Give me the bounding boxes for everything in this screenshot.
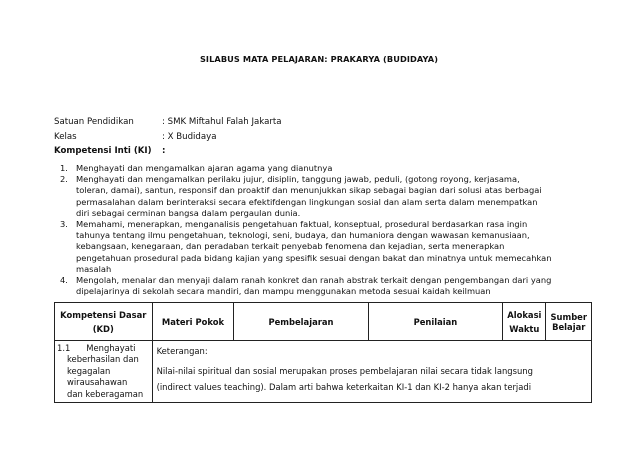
ki-item-line: permasalahan dalam berinteraksi secara efektifdengan lingkungan sosial dan alam serta dalam menempatkan xyxy=(76,196,538,207)
note-line: (indirect values teaching). Dalam arti bahwa keterkaitan KI-1 dan KI-2 hanya akan terjadi xyxy=(156,382,532,392)
ki-item-line: diri sebagai cerminan bangsa dalam pergaulan dunia. xyxy=(76,207,301,218)
ki-item-line: dipelajarinya di sekolah secara mandiri, dan mampu menggunakan metoda sesuai kaidah keilmuan xyxy=(76,286,491,297)
ki-item-number: 1. xyxy=(60,163,68,173)
satuan-value: : SMK Miftahul Falah Jakarta xyxy=(162,117,282,127)
ki-item-line: Menghayati dan mengamalkan perilaku jujur, disiplin, tanggung jawab, peduli, (gotong royong, kerjasama, xyxy=(76,174,520,185)
ki-item-line: Memahami, menerapkan, menganalisis pengetahuan faktual, konseptual, prosedural berdasarkan rasa ingin xyxy=(76,219,528,230)
document-title: SILABUS MATA PELAJARAN: PRAKARYA (BUDIDAYA) xyxy=(199,54,439,64)
header-kd-line2: (KD) xyxy=(92,323,114,334)
kelas-label: Kelas xyxy=(54,132,77,142)
ki-item-line: toleran, damai), santun, responsif dan proaktif dan menunjukkan sikap sebagai bagian dari solusi atas berbagai xyxy=(76,185,542,196)
header-alokasi-line1: Alokasi xyxy=(507,309,542,320)
ki-label: Kompetensi Inti (KI) xyxy=(54,146,152,156)
header-sumber: Sumber Belajar xyxy=(546,303,592,341)
satuan-label: Satuan Pendidikan xyxy=(54,117,134,127)
header-penilaian: Penilaian xyxy=(368,303,503,341)
ki-item xyxy=(60,219,600,275)
ki-item-number: 3. xyxy=(60,219,68,230)
note-cell xyxy=(152,341,591,403)
kd-line: wirausahawan xyxy=(67,377,128,388)
ki-item xyxy=(60,163,600,174)
ki-list xyxy=(60,163,600,297)
syllabus-table xyxy=(54,302,592,403)
header-alokasi xyxy=(503,303,546,341)
ki-item-line: Menghayati dan mengamalkan ajaran agama yang dianutnya xyxy=(76,163,333,173)
header-pembelajaran: Pembelajaran xyxy=(234,303,368,341)
header-kd-line1: Kompetensi Dasar xyxy=(60,309,147,320)
kd-lines xyxy=(57,343,148,400)
note-line: Nilai-nilai spiritual dan sosial merupakan proses pembelajaran nilai secara tidak langsung xyxy=(156,365,533,376)
ki-item xyxy=(60,275,600,297)
header-alokasi-line2: Waktu xyxy=(509,323,540,334)
ki-item-line: pengetahuan prosedural pada bidang kajian yang spesifik sesuai dengan bakat dan minatnya untuk memecahkan xyxy=(76,252,552,263)
header-kd xyxy=(55,303,153,341)
ki-item-line: Mengolah, menalar dan menyaji dalam ranah konkret dan ranah abstrak terkait dengan pengembangan dari yang xyxy=(76,275,552,286)
ki-item-line: tahunya tentang ilmu pengetahuan, teknologi, seni, budaya, dan humaniora dengan wawasan kemanusiaan, xyxy=(76,230,530,241)
kelas-value: : X Budidaya xyxy=(162,132,217,142)
ki-item-line: masalah xyxy=(76,263,112,274)
ki-value: : xyxy=(162,146,166,156)
ki-item-number: 4. xyxy=(60,275,68,286)
kd-line: kegagalan xyxy=(67,365,111,376)
ki-item xyxy=(60,174,600,219)
note-lines xyxy=(157,365,587,395)
table-row xyxy=(55,341,592,403)
kd-line: dan keberagaman xyxy=(67,388,144,399)
header-materi: Materi Pokok xyxy=(152,303,234,341)
ki-item-number: 2. xyxy=(60,174,68,185)
table-header-row xyxy=(55,303,592,341)
kd-line: keberhasilan dan xyxy=(67,354,139,365)
ki-item-line: kebangsaan, kenegaraan, dan peradaban terkait penyebab fenomena dan kejadian, serta menerapkan xyxy=(76,241,505,252)
kd-line: 1.1 Menghayati xyxy=(57,343,136,353)
kd-cell xyxy=(55,341,153,403)
keterangan-label: Keterangan: xyxy=(156,346,208,356)
